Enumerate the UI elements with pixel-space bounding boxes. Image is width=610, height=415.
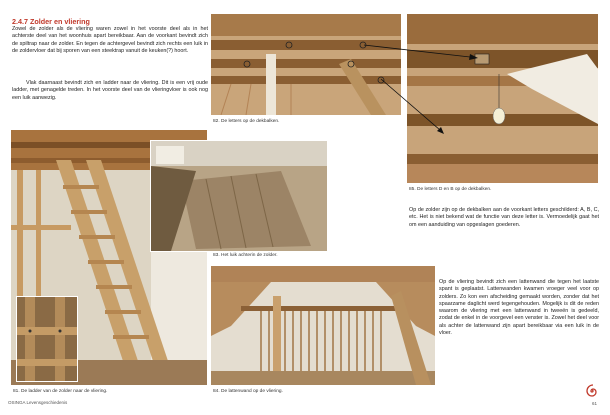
- photo-ladder-detail: [16, 296, 78, 382]
- photo-hatch: [150, 140, 328, 252]
- footer-text: OSINGA Levensgeschiedenis: [8, 400, 68, 405]
- letters-paragraph: Op de zolder zijn op de dekbalken aan de voorkant letters geschilderd: A, B, C, etc. Het is niet bekend wat de functie van deze letter is. Vermoedelijk gaat het om een aanduiding van opgeslagen goederen.: [409, 207, 599, 228]
- ladder-paragraph: Vlak daarnaast bevindt zich en ladder naar de vliering. Dit is een vrij oude ladder, met genagelde treden. In het voorste deel van de vlieringvloer is ook nog een luik aanwezig.: [12, 80, 208, 101]
- caption-83: 83. Het luik achterin de zolder.: [213, 253, 278, 258]
- caption-82: 82. De letters op de dekbalken.: [213, 119, 280, 124]
- section-heading: 2.4.7 Zolder en vliering: [12, 17, 90, 26]
- caption-84: 84. De lattenwand op de vliering.: [213, 389, 283, 394]
- page-number: 61: [591, 401, 597, 406]
- vliering-paragraph: Op de vliering bevindt zich een lattenwand die tegen het laatste spant is geplaatst. Lattenwanden kwamen vroeger veel voor op zolders. Zo kon een afscheiding gemaakt worden, zonder dat het spaarzame daglicht werd tegengehouden. Mogelijk is dit de reden waarom de vliering met een lattenwand in tweeën is gedeeld, zodat de enkel in de voorgevel een venster is. Zowel het deel voor als achter de lattenwand zijn apart bereikbaar via een luik in de vloer.: [439, 279, 599, 337]
- photo-beam-letters: [211, 14, 401, 115]
- intro-paragraph: Zowel de zolder als de vliering waren zowel in het voorste deel als in het achterste deel van het woonhuis apart bereikbaar. Aan de voorkant bevindt zich de spiltrap naar de zolder. En tegen de achtergevel bevindt zich rechts een luik in de zoldervloer dat bij sporen van een steektrap vanuit de keuken(?) hoort.: [12, 26, 208, 54]
- photo-lath-wall: [211, 266, 435, 385]
- photo-beam-letters-d-b: [407, 14, 598, 183]
- caption-85: 85. De letters D en B op de dekbalken.: [409, 187, 492, 192]
- spiral-logo-icon: [585, 384, 599, 398]
- caption-81: 81. De ladder van de zolder naar de vliering.: [13, 389, 108, 394]
